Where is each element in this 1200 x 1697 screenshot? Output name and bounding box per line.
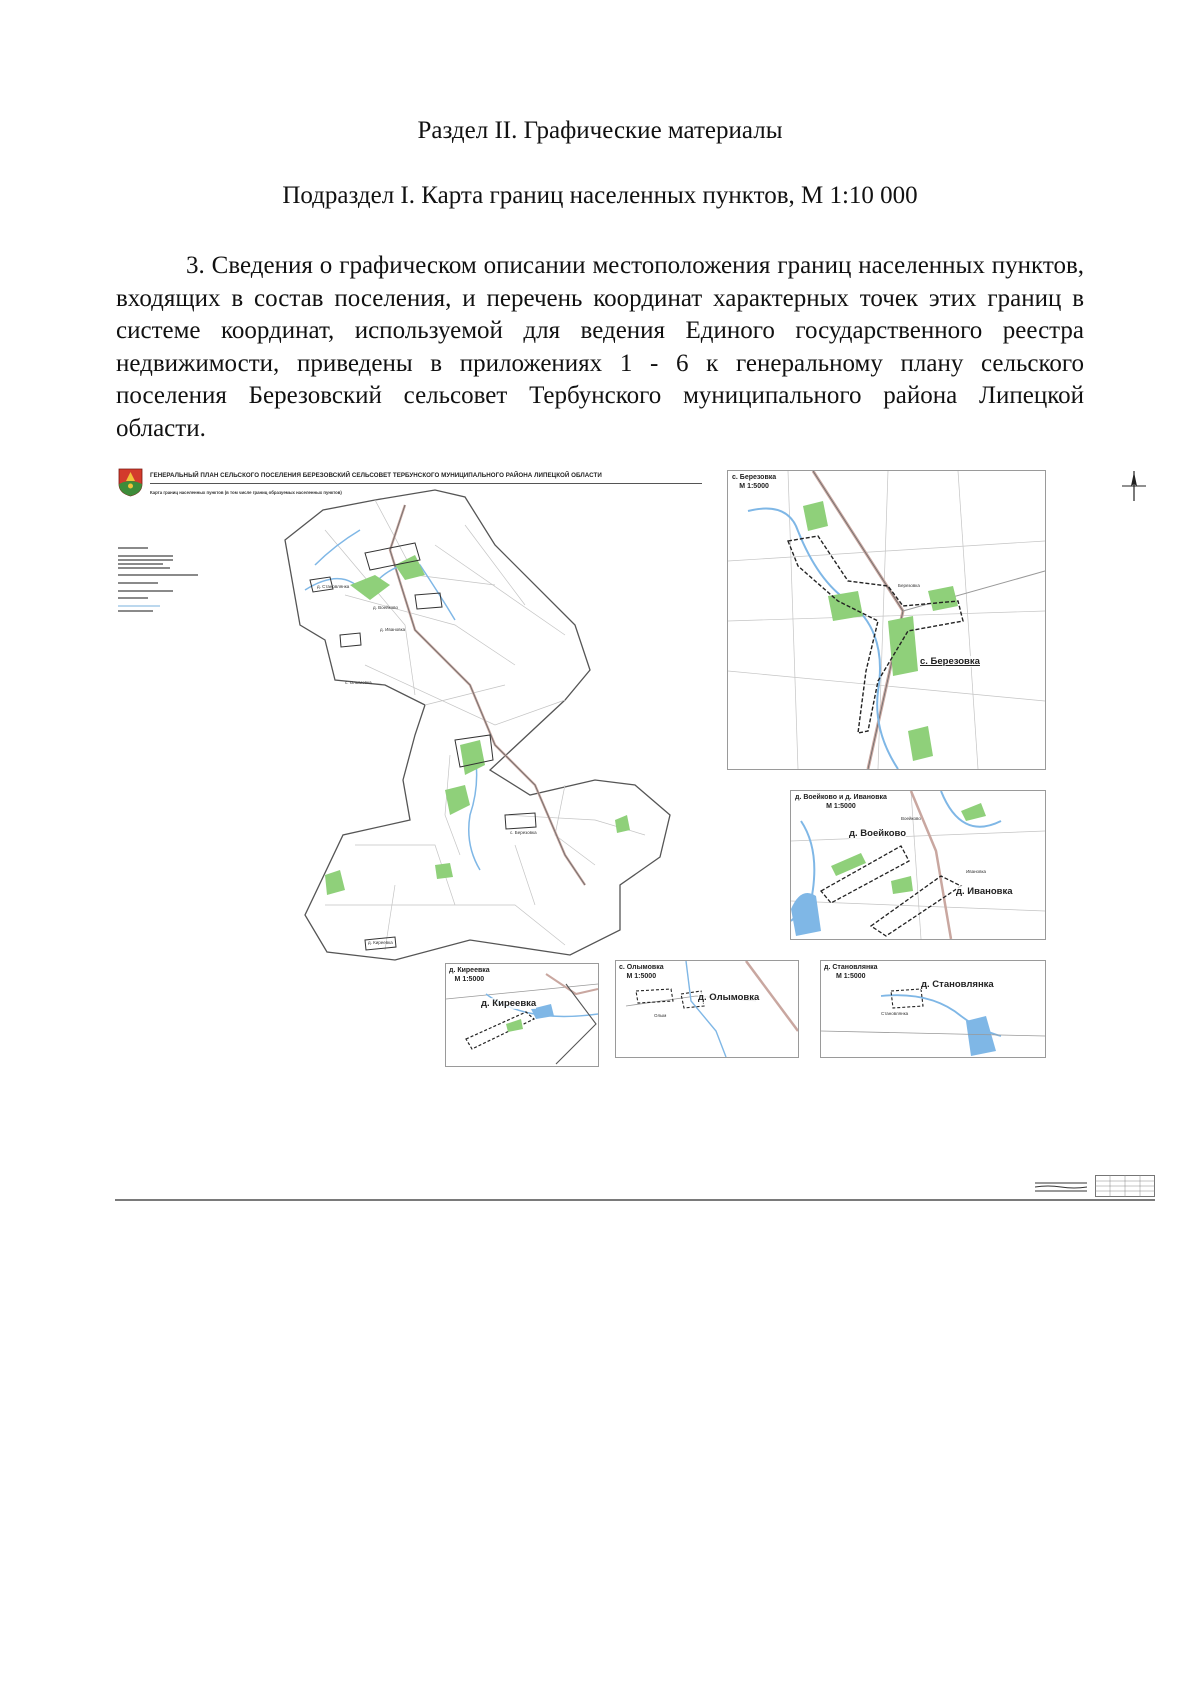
body-paragraph: 3. Сведения о графическом описании местоположения границ населенных пунктов, входящих в состав поселения, и перечень координат характерных точек этих границ в системе координат, используемой для ведения Единого государственного реестра недвижимости, приведены в приложениях 1 - 6 к генеральному плану сельского поселения Березовский сельсовет Тербунского муниципального района Липецкой области.	[116, 252, 1084, 442]
map-legend	[118, 547, 203, 625]
inset-header	[795, 793, 887, 811]
inset-small-label: Становлянка	[881, 1011, 909, 1016]
inset-place-label: д. Ивановка	[956, 886, 1013, 897]
legend-line	[118, 610, 153, 612]
legend-line	[118, 590, 173, 592]
section-title: Раздел II. Графические материалы	[417, 117, 783, 144]
legend-line	[118, 547, 148, 549]
inset-header	[824, 963, 878, 981]
map-subtitle: Карта границ населенных пунктов (в том числе границ образуемых населенных пунктов)	[150, 490, 342, 495]
legend-line	[118, 597, 148, 599]
inset-place-label: д. Олымовка	[698, 992, 760, 1003]
subsection-title: Подраздел I. Карта границ населенных пунктов, М 1:10 000	[282, 182, 918, 209]
legend-line	[118, 567, 170, 569]
inset-small-label: Олым	[654, 1013, 667, 1018]
legend-line	[118, 605, 160, 607]
inset-header-name: д. Становлянка	[824, 964, 878, 971]
inset-stanovlyanovka	[820, 960, 1046, 1058]
map-title: ГЕНЕРАЛЬНЫЙ ПЛАН СЕЛЬСКОГО ПОСЕЛЕНИЯ БЕРЕЗОВСКИЙ СЕЛЬСОВЕТ ТЕРБУНСКОГО МУНИЦИПАЛЬНОГО РАЙОНА ЛИПЕЦКОЙ ОБЛАСТИ	[150, 472, 602, 479]
inset-place-label: д. Киреевка	[481, 998, 537, 1009]
map-sheet	[115, 460, 1155, 1220]
inset-header-scale: М 1:5000	[826, 803, 856, 810]
map-label-ivanovka: д. Ивановка	[380, 627, 406, 632]
inset-small-label: Березовка	[898, 583, 920, 588]
legend-line	[118, 555, 173, 557]
map-label-voeykovo: д. Воейково	[373, 605, 399, 610]
inset-place-label: с. Березовка	[920, 656, 980, 667]
inset-header-name: с. Олымовка	[619, 964, 664, 971]
map-label-kireevka: д. Киреевка	[368, 940, 393, 945]
main-territory-map	[265, 485, 745, 1010]
inset-kireevka	[445, 963, 599, 1067]
inset-place-label: д. Становлянка	[921, 979, 994, 990]
inset-olymovka	[615, 960, 799, 1058]
inset-header	[732, 473, 776, 491]
legend-line	[118, 574, 198, 576]
inset-header-scale: М 1:5000	[836, 973, 866, 980]
scale-bar-icon	[1035, 1180, 1087, 1194]
title-block-stamp	[1095, 1175, 1155, 1197]
sheet-bottom-rule	[115, 1199, 1155, 1201]
inset-header-scale: М 1:5000	[454, 976, 485, 983]
legend-line	[118, 559, 173, 561]
map-label-berezovka: с. Березовка	[510, 830, 537, 835]
map-label-olymovka: с. Олымовка	[345, 680, 372, 685]
inset-header	[619, 963, 664, 981]
inset-small-label: Воейково	[901, 816, 921, 821]
inset-header-name: д. Воейково и д. Ивановка	[795, 794, 887, 801]
inset-header-name: д. Киреевка	[449, 967, 490, 974]
legend-line	[118, 582, 158, 584]
inset-small-label: Ивановка	[966, 869, 987, 874]
title-rule	[150, 483, 702, 484]
inset-berezovka	[727, 470, 1046, 770]
inset-header-scale: М 1:5000	[739, 483, 769, 490]
inset-header	[449, 966, 490, 984]
legend-line	[118, 563, 163, 565]
inset-header-name: с. Березовка	[732, 474, 777, 481]
inset-place-label: д. Воейково	[849, 828, 907, 839]
inset-voeykovo-ivanovka	[790, 790, 1046, 940]
map-label-stanovlyanovka: д. Становлянка	[317, 584, 350, 589]
inset-header-scale: М 1:5000	[626, 973, 657, 980]
coat-of-arms-icon	[118, 468, 143, 497]
north-arrow-icon	[1118, 470, 1150, 502]
